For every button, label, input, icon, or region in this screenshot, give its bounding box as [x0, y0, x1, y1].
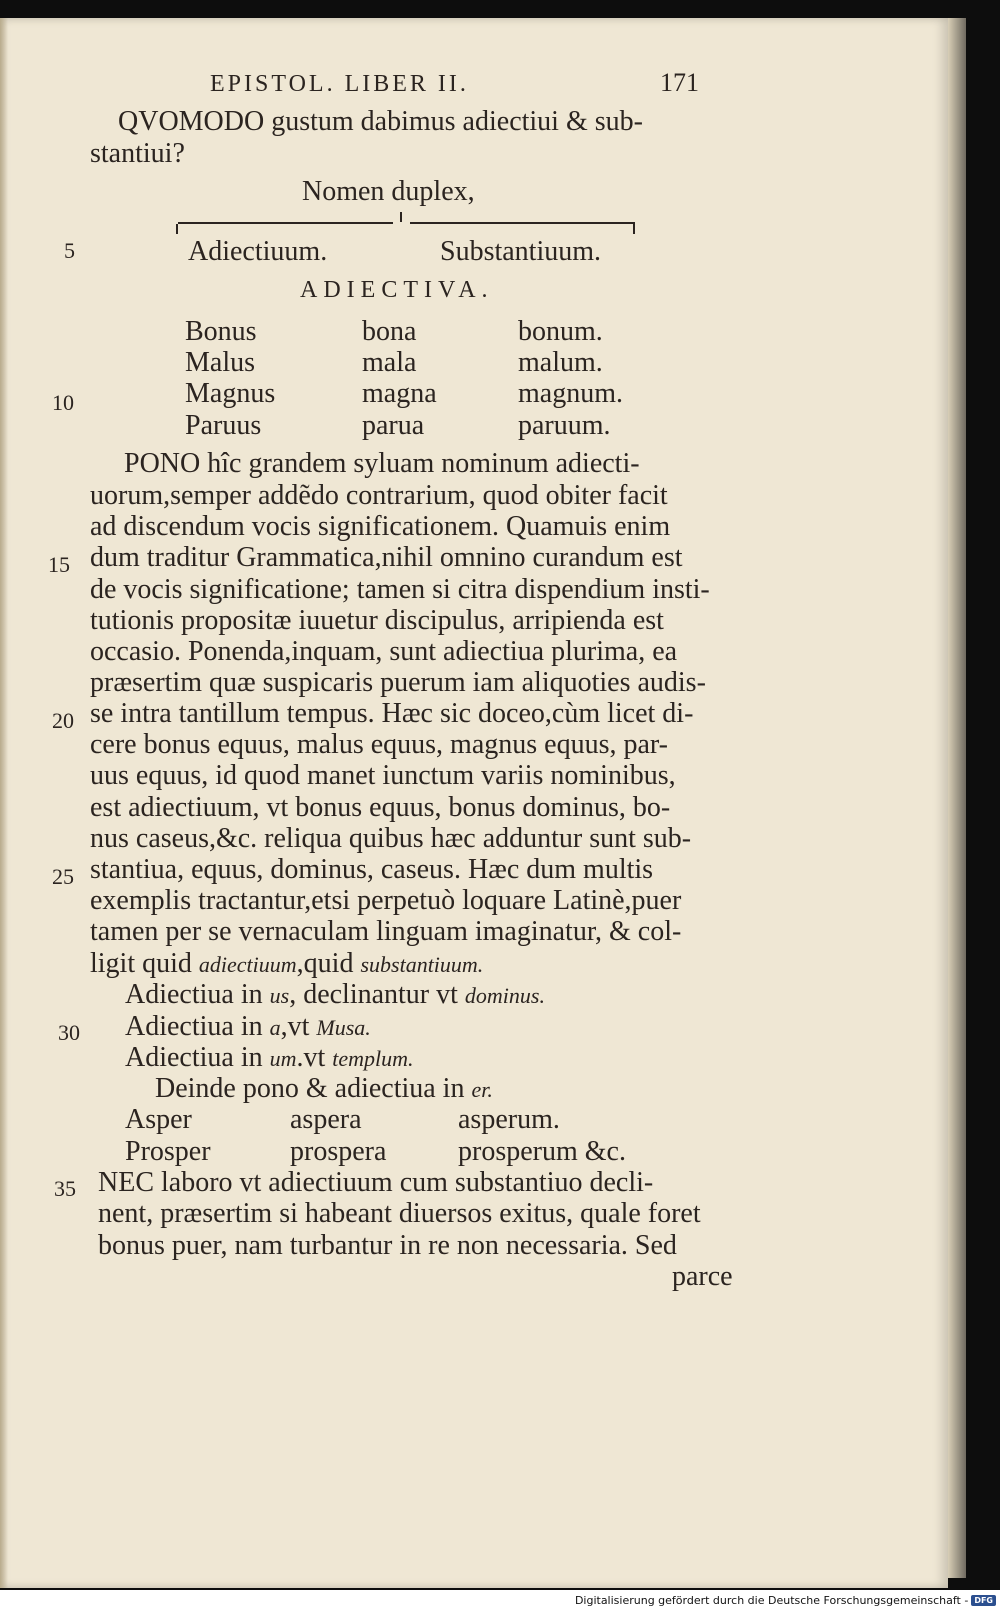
- line-number: 5: [64, 238, 75, 263]
- table-cell: magna: [362, 378, 437, 409]
- brace-tick: [633, 224, 635, 234]
- table-cell: Prosper: [125, 1136, 211, 1167]
- text-line: tutionis propositæ iuuetur discipulus, arripienda est: [90, 605, 664, 636]
- table-cell: prosperum &c.: [458, 1136, 626, 1167]
- text-line: ad discendum vocis significationem. Quamuis enim: [90, 511, 671, 542]
- line-number: 15: [48, 552, 70, 577]
- text-run: .vt: [296, 1042, 333, 1073]
- line-number: 35: [54, 1176, 76, 1201]
- catchword: parce: [672, 1261, 733, 1292]
- text-line: est adiectiuum, vt bonus equus, bonus dominus, bo-: [90, 792, 671, 823]
- italic-run: er.: [471, 1077, 493, 1102]
- italic-run: um: [269, 1046, 297, 1071]
- text-line: de vocis significatione; tamen si citra dispendium insti-: [90, 574, 710, 605]
- table-cell: mala: [362, 347, 417, 378]
- italic-run: adiectiuum: [198, 952, 297, 977]
- text-line: uus equus, id quod manet iunctum variis nominibus,: [90, 760, 676, 791]
- text-line: occasio. Ponenda,inquam, sunt adiectiua plurima, ea: [90, 636, 678, 667]
- text-line: præsertim quæ suspicaris puerum iam aliquoties audis-: [90, 667, 706, 698]
- text-run: ,quid: [296, 948, 361, 979]
- table-cell: Bonus: [185, 316, 257, 347]
- page-edge-shadow: [948, 18, 966, 1578]
- table-cell: bona: [362, 316, 417, 347]
- table-cell: bonum.: [518, 316, 603, 347]
- text-line: [125, 1044, 414, 1072]
- text-run: Adiectiua in: [125, 1011, 270, 1042]
- table-cell: Asper: [125, 1104, 192, 1135]
- text-run: Adiectiua in: [125, 979, 270, 1010]
- text-run: , declinantur vt: [289, 979, 465, 1010]
- brace-left: [178, 222, 393, 224]
- diagram-branch-right: Substantiuum.: [440, 236, 602, 267]
- table-cell: magnum.: [518, 378, 623, 409]
- italic-run: substantiuum.: [360, 952, 484, 977]
- text-line: nus caseus,&c. reliqua quibus hæc adduntur sunt sub-: [90, 823, 692, 854]
- italic-run: templum.: [332, 1046, 414, 1071]
- running-title: EPISTOL. LIBER II.: [210, 71, 469, 97]
- text-line: cere bonus equus, malus equus, magnus equus, par-: [90, 729, 668, 760]
- brace-tick: [176, 224, 178, 234]
- folio-number: 171: [660, 68, 699, 97]
- text-run: ligit quid: [90, 948, 199, 979]
- italic-run: us: [269, 983, 290, 1008]
- line-number: 25: [52, 864, 74, 889]
- italic-run: a: [269, 1015, 281, 1040]
- text-line: [125, 981, 545, 1009]
- dfg-logo: DFG: [971, 1595, 996, 1606]
- table-cell: malum.: [518, 347, 603, 378]
- line-number: 10: [52, 390, 74, 415]
- diagram-branch-left: Adiectiuum.: [188, 236, 328, 267]
- text-line: dum traditur Grammatica,nihil omnino curandum est: [90, 542, 683, 573]
- section-heading: ADIECTIVA.: [300, 277, 494, 303]
- credit-text: Digitalisierung gefördert durch die Deutsche Forschungsgemeinschaft -: [574, 1594, 969, 1607]
- table-cell: Paruus: [185, 410, 262, 441]
- line-number: 20: [52, 708, 74, 733]
- text-run: Adiectiua in: [125, 1042, 270, 1073]
- text-line: bonus puer, nam turbantur in re non necessaria. Sed: [98, 1230, 677, 1261]
- brace-right: [410, 222, 635, 224]
- text-line: PONO hîc grandem syluam nominum adiecti-: [124, 448, 640, 479]
- table-cell: Malus: [185, 347, 255, 378]
- text-line: exemplis tractantur,etsi perpetuò loquare Latinè,puer: [90, 885, 682, 916]
- text-line: [155, 1075, 493, 1103]
- text-run: Deinde pono & adiectiua in: [155, 1073, 472, 1104]
- text-run: ,vt: [280, 1011, 317, 1042]
- italic-run: Musa.: [316, 1015, 371, 1040]
- text-line: nent, præsertim si habeant diuersos exitus, quale foret: [98, 1198, 701, 1229]
- text-line: NEC laboro vt adiectiuum cum substantiuo decli-: [98, 1167, 654, 1198]
- text-line: stantiua, equus, dominus, caseus. Hæc dum multis: [90, 854, 654, 885]
- brace-tick: [400, 212, 402, 222]
- line-number: 30: [58, 1020, 80, 1045]
- table-cell: parua: [362, 410, 425, 441]
- text-line: stantiui?: [90, 138, 185, 169]
- text-line: [90, 950, 483, 978]
- diagram-heading: Nomen duplex,: [302, 176, 475, 207]
- italic-run: dominus.: [464, 983, 545, 1008]
- digitization-credit: [575, 1594, 996, 1607]
- table-cell: paruum.: [518, 410, 611, 441]
- table-cell: Magnus: [185, 378, 276, 409]
- table-cell: prospera: [290, 1136, 387, 1167]
- text-line: se intra tantillum tempus. Hæc sic doceo,cùm licet di-: [90, 698, 694, 729]
- text-line: [125, 1013, 371, 1041]
- text-line: QVOMODO gustum dabimus adiectiui & sub-: [118, 106, 643, 137]
- table-cell: aspera: [290, 1104, 362, 1135]
- text-line: uorum,semper addẽdo contrarium, quod obiter facit: [90, 480, 668, 511]
- text-line: tamen per se vernaculam linguam imaginatur, & col-: [90, 916, 682, 947]
- table-cell: asperum.: [458, 1104, 560, 1135]
